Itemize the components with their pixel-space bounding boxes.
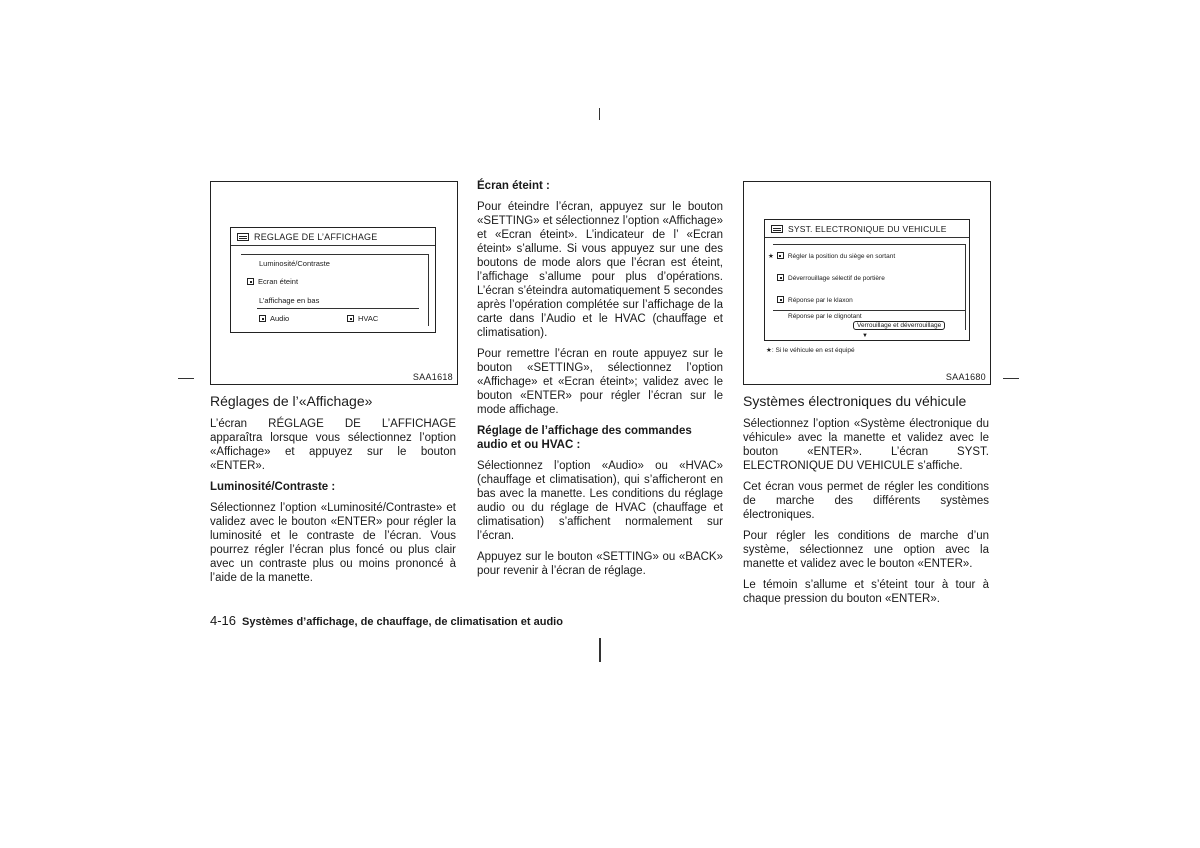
page-footer [210, 613, 563, 628]
menu-frame-right [965, 244, 966, 330]
right-column-text [743, 393, 989, 613]
controls-heading: Réglage de l’affichage des commandes audio et ou HVAC : [477, 425, 692, 451]
hvac-indicator-icon [347, 315, 354, 322]
left-column-text [210, 393, 456, 592]
display-settings-figure [210, 181, 458, 385]
screen-off-paragraph-2: Pour remettre l’écran en route appuyez sur le bouton «SETTING», sélectionnez l’option «Affichage» et «Ecran éteint»; validez avec le bouton «ENTER» pour régler l’écran sur le mode affichage. [477, 348, 723, 416]
vehicle-electronics-figure [743, 181, 991, 385]
menu-item-horn-response[interactable]: Réponse par le klaxon [777, 296, 853, 304]
electronics-paragraph-2: Cet écran vous permet de régler les conditions de marche des différents systèmes électroniques. [743, 481, 989, 521]
star-marker: ★ [768, 253, 774, 260]
vehicle-electronics-screen [764, 219, 970, 341]
electronics-paragraph-4: Le témoin s’allume et s’éteint tour à tour à chaque pression du bouton «ENTER». [743, 579, 989, 605]
indicator-icon [777, 274, 784, 281]
indicator-icon [777, 296, 784, 303]
display-settings-screen [230, 227, 436, 333]
brightness-text: Sélectionnez l’option «Luminosité/Contraste» et validez avec le bouton «ENTER» pour régler la luminosité et le contraste de l’écran. Vous pourrez régler l’écran plus foncé ou plus clair avec un contraste plus ou moins prononcé à l’aide de la manette. [210, 502, 456, 584]
left-side-mark [178, 378, 194, 379]
figure-id: SAA1618 [412, 372, 453, 382]
indicator-icon [247, 278, 254, 285]
chapter-title: Systèmes d’affichage, de chauffage, de climatisation et audio [242, 616, 563, 628]
option-divider [257, 308, 419, 309]
screen-header [771, 224, 947, 234]
equipment-footnote: ★: Si le véhicule en est équipé [766, 347, 855, 354]
display-intro: L’écran RÉGLAGE DE L’AFFICHAGE apparaîtra lorsque vous sélectionnez l’option «Affichage» et appuyez sur le bouton «ENTER». [210, 418, 456, 472]
item-divider [773, 310, 965, 311]
middle-column-text [477, 179, 723, 585]
display-icon [237, 233, 249, 241]
menu-item-door-unlock[interactable]: Déverrouillage sélectif de portière [777, 274, 885, 282]
right-side-mark [1003, 378, 1019, 379]
scroll-down-icon[interactable]: ▼ [862, 333, 868, 339]
option-hvac[interactable]: HVAC [347, 314, 378, 323]
menu-item-bottom-display[interactable]: L’affichage en bas [259, 296, 320, 305]
menu-item-seat-position[interactable]: ★ Régler la position du siège en sortant [768, 253, 896, 260]
screen-title: SYST. ELECTRONIQUE DU VEHICULE [788, 224, 947, 234]
screen-off-heading: Écran éteint : [477, 180, 550, 192]
menu-item-blinker-response[interactable]: Réponse par le clignotant [788, 313, 862, 320]
menu-item-screen-off[interactable]: Ecran éteint [247, 277, 298, 286]
screen-title: REGLAGE DE L’AFFICHAGE [254, 232, 378, 242]
screen-off-paragraph-1: Pour éteindre l’écran, appuyez sur le bouton «SETTING» et sélectionnez l’option «Affichage» et «Ecran éteint». L’indicateur de l’ «Ecran éteint» s’allume. Si vous appuyez sur une des boutons de mode alors que l’écran est éteint, l’affichage s’allume pour plus d’opérations. L’écran s’éteindra automatiquement 5 secondes après l’opération complétée sur l’affichage de la carte dans l’Audio et le HVAC (chauffage et climatisation). [477, 201, 723, 339]
lock-unlock-popup[interactable]: Verrouillage et déverrouillage [853, 321, 945, 330]
audio-indicator-icon [259, 315, 266, 322]
section-title-display: Réglages de l’«Affichage» [210, 393, 373, 409]
brightness-heading: Luminosité/Contraste : [210, 481, 336, 493]
screen-header [237, 232, 377, 242]
top-center-mark [599, 108, 600, 120]
controls-paragraph-2: Appuyez sur le bouton «SETTING» ou «BACK» pour revenir à l’écran de réglage. [477, 551, 723, 577]
menu-frame-right [428, 254, 429, 326]
header-divider [231, 245, 435, 246]
menu-frame-top [773, 244, 966, 245]
electronics-paragraph-3: Pour régler les conditions de marche d’un système, sélectionnez une option avec la manette et validez avec le bouton «ENTER». [743, 530, 989, 570]
display-icon [771, 225, 783, 233]
menu-frame-top [241, 254, 429, 255]
electronics-paragraph-1: Sélectionnez l’option «Système électronique du véhicule» avec la manette et validez avec le bouton «ENTER». L’écran SYST. ELECTRONIQUE DU VEHICULE s’affiche. [743, 418, 989, 472]
page-number: 4-16 [210, 613, 237, 628]
menu-item-brightness[interactable]: Luminosité/Contraste [259, 259, 330, 268]
bottom-center-mark [599, 638, 601, 662]
figure-id: SAA1680 [945, 372, 986, 382]
header-divider [765, 237, 969, 238]
indicator-icon [777, 252, 784, 259]
controls-paragraph-1: Sélectionnez l’option «Audio» ou «HVAC» (chauffage et climatisation), qui s’afficheront en bas avec la manette. Les conditions du réglage audio ou du réglage de HVAC (chauffage et climatisation) s’affichent normalement sur l’écran. [477, 460, 723, 542]
section-title-electronics: Systèmes électroniques du véhicule [743, 393, 967, 409]
option-audio[interactable]: Audio [259, 314, 289, 323]
